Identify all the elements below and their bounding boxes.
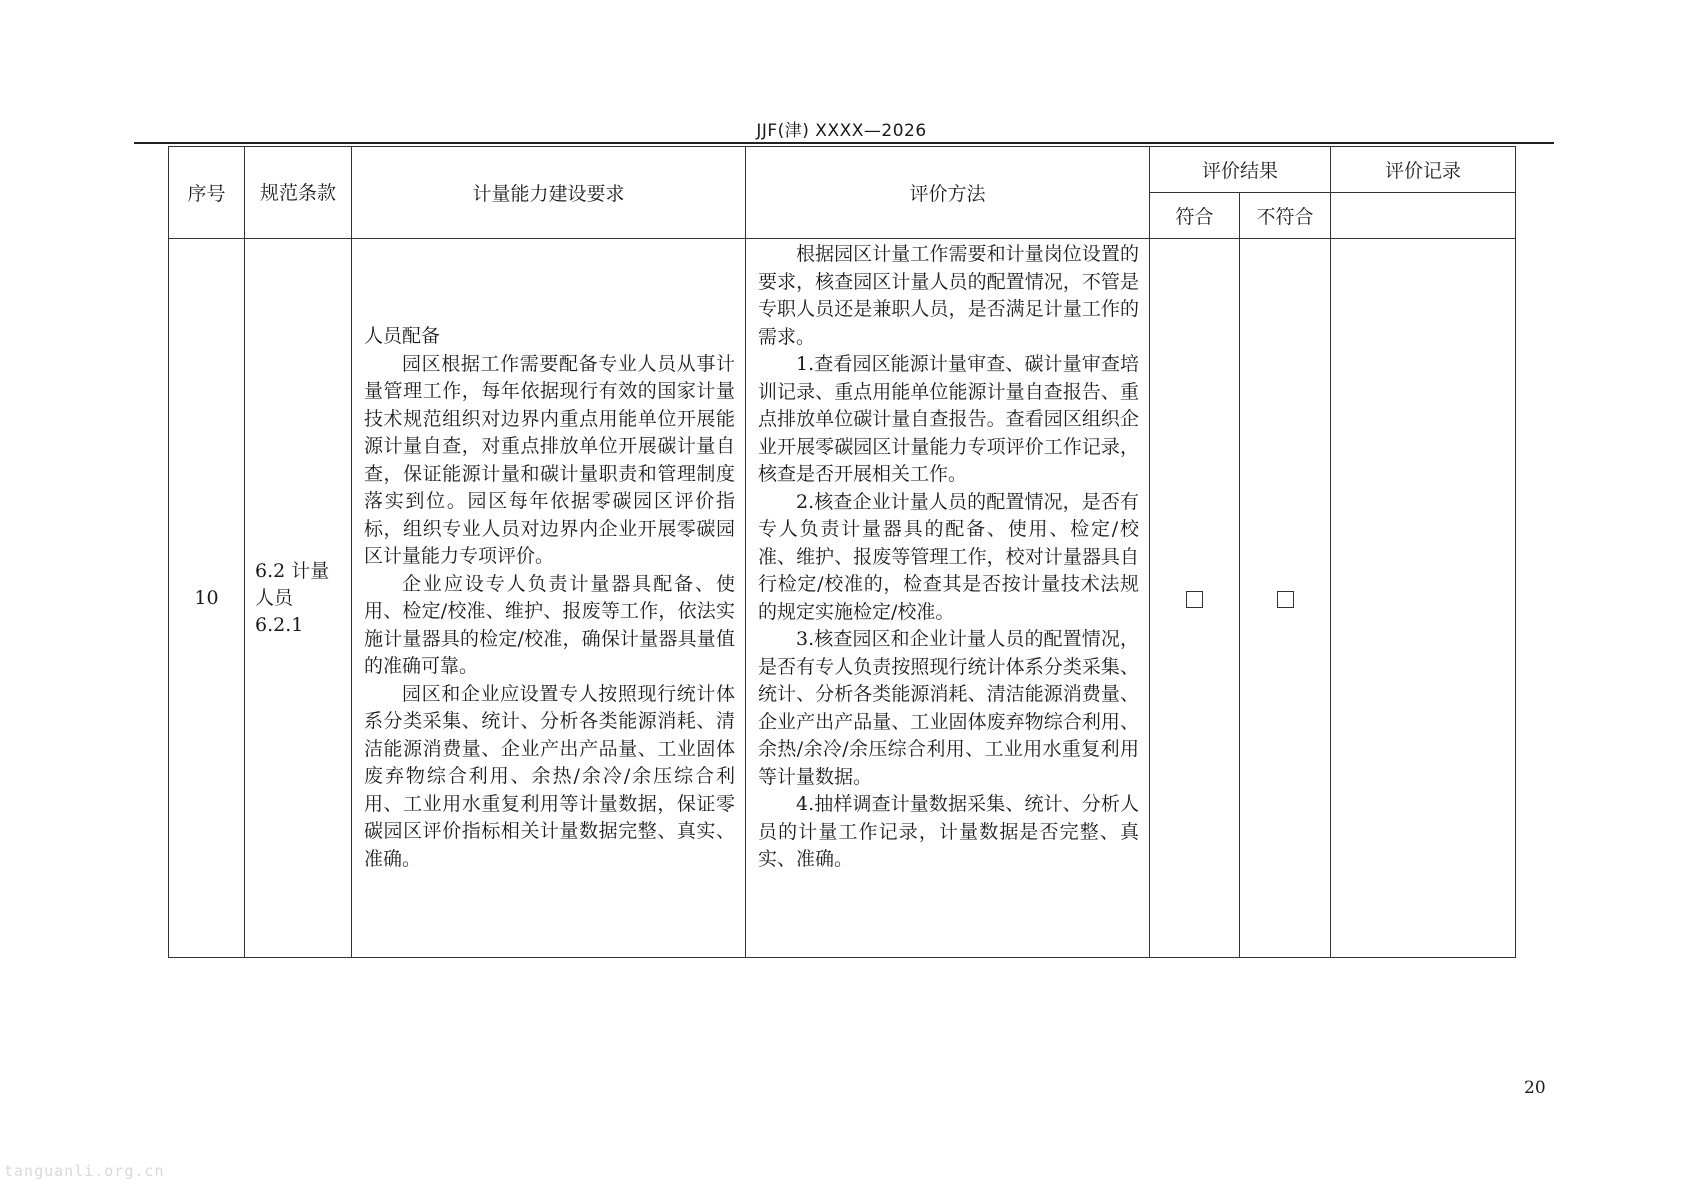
col-header-record-blank bbox=[1331, 193, 1516, 239]
clause-line: 6.2.1 bbox=[255, 613, 304, 636]
col-header-result: 评价结果 bbox=[1150, 147, 1331, 193]
col-header-record: 评价记录 bbox=[1331, 147, 1516, 193]
col-header-clause: 规范条款 bbox=[245, 147, 352, 239]
nonconform-checkbox[interactable] bbox=[1277, 591, 1294, 608]
document-code: JJF(津) XXXX—2026 bbox=[756, 121, 927, 141]
col-header-conform: 符合 bbox=[1150, 193, 1240, 239]
method-paragraph: 1.查看园区能源计量审查、碳计量审查培训记录、重点用能单位能源计量自查报告、重点排放单位碳计量自查报告。查看园区组织企业开展零碳园区计量能力专项评价工作记录，核查是否开展相关工作。 bbox=[758, 353, 1139, 485]
row-requirement bbox=[352, 239, 746, 958]
requirement-paragraph: 企业应设专人负责计量器具配备、使用、检定/校准、维护、报废等工作，依法实施计量器具的检定/校准，确保计量器具量值的准确可靠。 bbox=[364, 572, 735, 677]
clause-line: 人员 bbox=[255, 586, 294, 609]
method-paragraph: 根据园区计量工作需要和计量岗位设置的要求，核查园区计量人员的配置情况，不管是专职人员还是兼职人员，是否满足计量工作的需求。 bbox=[758, 243, 1139, 348]
method-paragraph: 3.核查园区和企业计量人员的配置情况，是否有专人负责按照现行统计体系分类采集、统计、分析各类能源消耗、清洁能源消费量、企业产出产品量、工业固体废弃物综合利用、余热/余冷/余压综合利用、工业用水重复利用等计量数据。 bbox=[758, 628, 1139, 788]
row-method bbox=[746, 239, 1150, 958]
col-header-method: 评价方法 bbox=[746, 147, 1150, 239]
col-header-nonconform: 不符合 bbox=[1240, 193, 1331, 239]
clause-line: 6.2 计量 bbox=[255, 559, 330, 582]
row-record bbox=[1331, 239, 1516, 958]
page-number: 20 bbox=[1524, 1078, 1546, 1098]
conform-checkbox[interactable] bbox=[1186, 591, 1203, 608]
row-conform bbox=[1150, 239, 1240, 958]
header-rule bbox=[134, 142, 1554, 144]
requirement-title: 人员配备 bbox=[364, 325, 441, 347]
watermark: tanguanli.org.cn bbox=[4, 1162, 165, 1180]
requirement-paragraph: 园区根据工作需要配备专业人员从事计量管理工作，每年依据现行有效的国家计量技术规范组织对边界内重点用能单位开展能源计量自查，对重点排放单位开展碳计量自查，保证能源计量和碳计量职责和管理制度落实到位。园区每年依据零碳园区评价指标，组织专业人员对边界内企业开展零碳园区计量能力专项评价。 bbox=[364, 352, 735, 567]
row-clause bbox=[245, 239, 352, 958]
col-header-requirement: 计量能力建设要求 bbox=[352, 147, 746, 239]
row-nonconform bbox=[1240, 239, 1331, 958]
method-paragraph: 2.核查企业计量人员的配置情况，是否有专人负责计量器具的配备、使用、检定/校准、维护、报废等管理工作，校对计量器具自行检定/校准的，检查其是否按计量技术法规的规定实施检定/校准。 bbox=[758, 490, 1139, 623]
col-header-seq: 序号 bbox=[169, 147, 245, 239]
table-header-row bbox=[169, 147, 1516, 193]
row-seq: 10 bbox=[169, 239, 245, 958]
method-paragraph: 4.抽样调查计量数据采集、统计、分析人员的计量工作记录，计量数据是否完整、真实、准确。 bbox=[758, 793, 1139, 870]
requirement-paragraph: 园区和企业应设置专人按照现行统计体系分类采集、统计、分析各类能源消耗、清洁能源消费量、企业产出产品量、工业固体废弃物综合利用、余热/余冷/余压综合利用、工业用水重复利用等计量数据，保证零碳园区评价指标相关计量数据完整、真实、准确。 bbox=[364, 682, 735, 870]
table-row bbox=[169, 239, 1516, 958]
evaluation-table bbox=[168, 146, 1516, 958]
